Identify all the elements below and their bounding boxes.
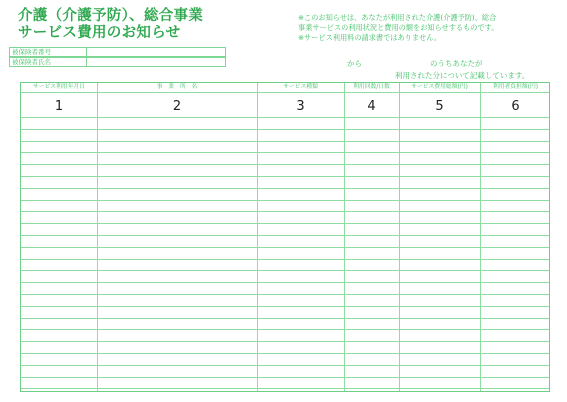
notice-notes <box>298 13 560 43</box>
row-divider <box>21 329 549 330</box>
row-divider <box>21 388 549 389</box>
note-line-3: ※サービス利用料の請求書ではありません。 <box>298 33 442 42</box>
row-divider <box>21 270 549 271</box>
row-divider <box>21 129 549 130</box>
insured-number-label: 被保険者番号 <box>10 48 87 56</box>
row-divider <box>21 141 549 142</box>
row-divider <box>21 377 549 378</box>
col-header-date: サービス利用年月日 <box>32 84 86 90</box>
row-divider <box>21 306 549 307</box>
service-cost-table <box>20 82 550 392</box>
note-line-1: ※このお知らせは、あなたが利用された介護(介護予防)、総合 <box>298 13 497 22</box>
col-header-total-cost: サービス費用総額(円) <box>411 84 468 90</box>
row-divider <box>21 211 549 212</box>
col-header-user-share: 利用者負担額(円) <box>492 84 539 90</box>
title-line-2: サービス費用のお知らせ <box>18 25 181 41</box>
row-divider <box>21 294 549 295</box>
title-line-1: 介護（介護予防）、総合事業 <box>18 8 204 24</box>
note-line-2: 事業サービスの利用状況と費用の額をお知らせするものです。 <box>298 23 499 32</box>
row-divider <box>21 188 549 189</box>
col-number-5: 5 <box>435 99 444 114</box>
col-number-1: 1 <box>54 99 64 114</box>
notice-title <box>18 8 203 42</box>
row-divider <box>21 259 549 260</box>
insured-name-label: 被保険者氏名 <box>10 58 87 66</box>
period-from-text: から <box>347 59 362 68</box>
header-divider <box>21 92 549 93</box>
insured-number-field <box>9 47 226 57</box>
row-divider <box>21 247 549 248</box>
row-divider <box>21 152 549 153</box>
row-divider <box>21 176 549 177</box>
col-number-3: 3 <box>296 99 305 114</box>
row-divider <box>21 318 549 319</box>
row-divider <box>21 223 549 224</box>
col-number-4: 4 <box>367 99 376 114</box>
period-used-text: 利用された分について記載しています。 <box>395 71 530 80</box>
col-number-6: 6 <box>511 99 520 114</box>
row-divider <box>21 282 549 283</box>
col-header-usage-count: 利用回数/日数 <box>353 84 390 90</box>
insured-name-field <box>9 57 226 67</box>
period-ofwhich-text: のうちあなたが <box>430 59 483 68</box>
row-divider <box>21 365 549 366</box>
row-divider <box>21 117 549 118</box>
row-divider <box>21 164 549 165</box>
col-number-2: 2 <box>172 99 182 114</box>
row-divider <box>21 235 549 236</box>
col-header-facility: 事 業 所 名 <box>156 84 198 90</box>
col-header-service-type: サービス種類 <box>283 84 318 90</box>
row-divider <box>21 353 549 354</box>
row-divider <box>21 200 549 201</box>
row-divider <box>21 341 549 342</box>
